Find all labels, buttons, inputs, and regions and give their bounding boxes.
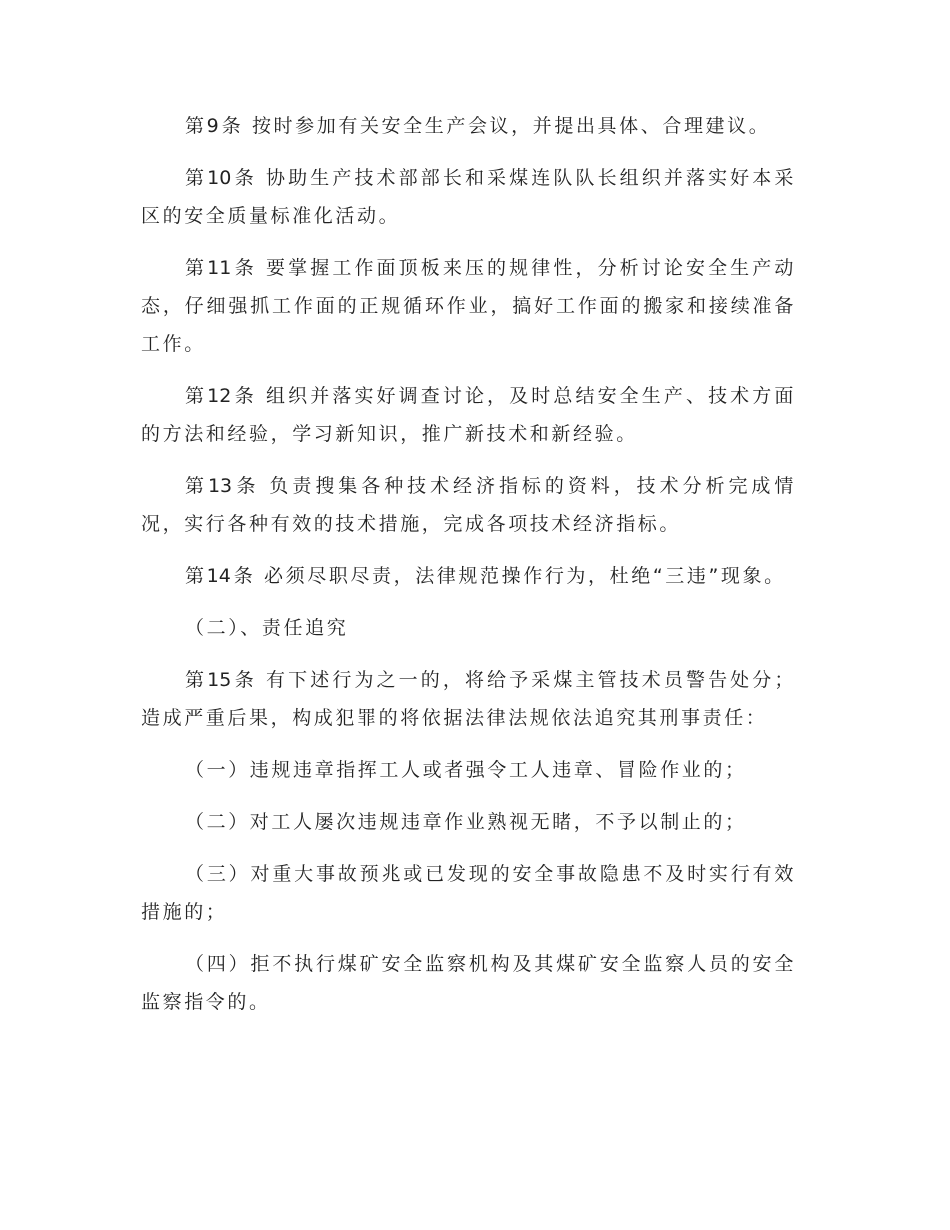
article-number: 14 xyxy=(206,565,231,587)
article-text: 条 负责搜集各种技术经济指标的资料，技术分析完成情况，实行各种有效的技术措施，完成各项技术经济指标。 xyxy=(141,475,796,535)
article-11 xyxy=(141,249,796,363)
clause-text: （一）违规违章指挥工人或者强令工人违章、冒险作业的； xyxy=(185,759,747,781)
article-14 xyxy=(141,557,796,595)
article-number: 10 xyxy=(207,167,232,189)
clause-text: （三）对重大事故预兆或已发现的安全事故隐患不及时实行有效措施的； xyxy=(141,863,796,923)
clause-4 xyxy=(141,945,796,1021)
section-heading-liability xyxy=(141,609,796,647)
article-9 xyxy=(141,107,796,145)
section-heading-text: （二）、责任追究 xyxy=(185,617,349,639)
article-prefix: 第 xyxy=(185,669,208,691)
article-13 xyxy=(141,467,796,543)
article-prefix: 第 xyxy=(185,565,207,587)
clause-text: （二）对工人屡次违规违章作业熟视无睹，不予以制止的； xyxy=(185,811,747,833)
article-text: 条 有下述行为之一的，将给予采煤主管技术员警告处分；造成严重后果，构成犯罪的将依据法律法规依法追究其刑事责任： xyxy=(141,669,796,729)
article-number: 15 xyxy=(207,669,232,691)
clause-2 xyxy=(141,803,796,841)
article-prefix: 第 xyxy=(185,167,208,189)
article-12 xyxy=(141,377,796,453)
article-number: 11 xyxy=(207,257,232,279)
article-text: 条 要掌握工作面顶板来压的规律性，分析讨论安全生产动态，仔细强抓工作面的正规循环作业，搞好工作面的搬家和接续准备工作。 xyxy=(141,257,796,355)
article-prefix: 第 xyxy=(185,257,208,279)
clause-text: （四）拒不执行煤矿安全监察机构及其煤矿安全监察人员的安全监察指令的。 xyxy=(141,953,796,1013)
article-number: 9 xyxy=(206,115,219,137)
clause-3 xyxy=(141,855,796,931)
article-text: 条 按时参加有关安全生产会议，并提出具体、合理建议。 xyxy=(221,115,771,137)
article-number: 13 xyxy=(207,475,233,497)
article-15 xyxy=(141,661,796,737)
article-10 xyxy=(141,159,796,235)
document-body xyxy=(141,107,796,1021)
article-prefix: 第 xyxy=(185,385,208,407)
article-number: 12 xyxy=(207,385,232,407)
clause-1 xyxy=(141,751,796,789)
article-prefix: 第 xyxy=(185,115,207,137)
article-text: 条 组织并落实好调查讨论，及时总结安全生产、技术方面的方法和经验，学习新知识，推广新技术和新经验。 xyxy=(141,385,796,445)
article-prefix: 第 xyxy=(185,475,208,497)
article-text: 条 协助生产技术部部长和采煤连队队长组织并落实好本采区的安全质量标准化活动。 xyxy=(141,167,796,227)
article-text: 条 必须尽职尽责，法律规范操作行为，杜绝“三违”现象。 xyxy=(233,565,786,587)
